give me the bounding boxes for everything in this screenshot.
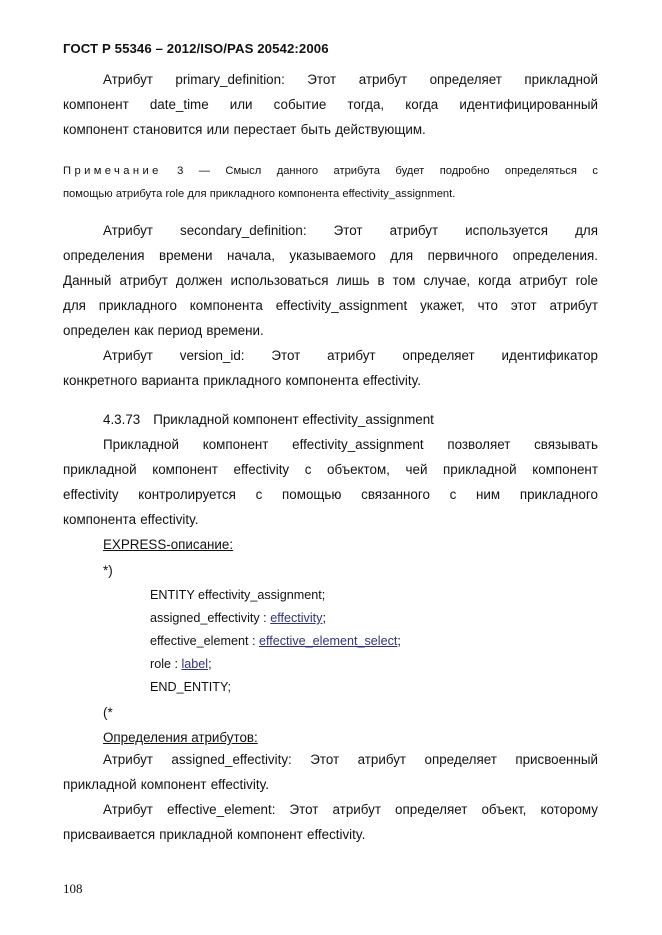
word: которому (540, 802, 598, 817)
express-close-marker: (* (103, 705, 113, 720)
text-line (63, 268, 598, 293)
paragraph-version-id (63, 343, 598, 393)
word: для (575, 223, 598, 238)
word: определения. (512, 248, 598, 263)
word: действующим. (335, 122, 426, 137)
word: effectivity. (307, 827, 366, 842)
word: как (133, 323, 154, 338)
word: укажет, (420, 298, 465, 313)
word: связанного (361, 487, 430, 502)
word: Атрибут (103, 348, 153, 363)
attribute-assigned-effectivity: assigned_effectivity : effectivity; (150, 611, 326, 625)
word: определяет (424, 752, 497, 767)
attribute-role: role : label; (150, 657, 212, 671)
word: атрибут (119, 273, 168, 288)
word: определяет (395, 802, 468, 817)
word: первичного (427, 248, 499, 263)
word: role (165, 188, 185, 200)
text-line (63, 482, 598, 507)
word: связывать (534, 437, 598, 452)
word: effective_element: (167, 802, 276, 817)
section-number: 4.3.73 (103, 412, 141, 427)
paragraph-primary-definition (63, 67, 598, 142)
word: с (304, 462, 312, 477)
express-open-marker: *) (103, 563, 113, 578)
word: 3 (177, 165, 184, 177)
express-heading: EXPRESS-описание: (103, 537, 234, 552)
text-line (63, 822, 598, 847)
word: effectivity_assignment (275, 298, 408, 313)
word: прикладной (63, 462, 137, 477)
word: для (390, 248, 414, 263)
text-line (63, 343, 598, 368)
word: определяет (402, 348, 475, 363)
word: Атрибут (103, 752, 153, 767)
label-link[interactable]: label (181, 657, 209, 671)
definitions-heading: Определения атрибутов: (103, 730, 258, 745)
word: version_id: (179, 348, 245, 363)
word: компонент (140, 777, 207, 792)
word: компонент (237, 827, 303, 842)
text-line (63, 797, 598, 822)
word: Прикладной (103, 437, 179, 452)
word: или (206, 122, 230, 137)
word: определен (63, 323, 130, 338)
word: атрибута (333, 165, 381, 177)
word: role (575, 273, 598, 288)
word: присвоенный (515, 752, 598, 767)
end-entity: END_ENTITY; (150, 680, 232, 694)
word: effectivity. (140, 512, 199, 527)
word: перестает (233, 122, 297, 137)
word: что (477, 298, 498, 313)
word: прикладного (209, 188, 275, 200)
section-title: Прикладной компонент effectivity_assignment (153, 412, 434, 427)
word: лишь (336, 273, 370, 288)
word: прикладной (159, 827, 233, 842)
page-number: 108 (63, 881, 83, 896)
text-line (63, 747, 598, 772)
word: с (449, 487, 457, 502)
text-line (63, 368, 598, 393)
word: том (392, 273, 416, 288)
word: подробно (439, 165, 490, 177)
effective-element-select-link[interactable]: effective_element_select (258, 634, 398, 648)
word: определяться (504, 165, 577, 177)
word: определения (63, 248, 145, 263)
text-line (63, 117, 598, 142)
word: — (198, 165, 210, 177)
word: указываемого (289, 248, 376, 263)
word: Этот (289, 802, 319, 817)
effectivity-link[interactable]: effectivity (270, 611, 323, 625)
word: Данный (63, 273, 112, 288)
word: компонента (63, 512, 137, 527)
word: компонент (532, 462, 598, 477)
word: Этот (271, 348, 301, 363)
text-line (63, 457, 598, 482)
word: атрибут (519, 273, 568, 288)
paragraph-assigned-effectivity (63, 747, 598, 797)
note-3 (63, 160, 598, 206)
word: прикладной (524, 72, 598, 87)
word: случае, (423, 273, 471, 288)
word: этот (510, 298, 537, 313)
word: для (187, 188, 207, 200)
word: прикладного (519, 487, 598, 502)
word: компонент (152, 462, 218, 477)
word: primary_definition: (175, 72, 285, 87)
word: прикладной (443, 462, 517, 477)
word: атрибут (332, 802, 381, 817)
word: событие (273, 97, 327, 112)
word: effectivity. (210, 777, 269, 792)
word: компонент (202, 437, 269, 452)
word: Атрибут (103, 802, 153, 817)
word: effectivity_assignment (292, 437, 424, 452)
word: когда (405, 97, 439, 112)
word: effectivity. (362, 373, 422, 388)
text-line (63, 218, 598, 243)
word: прикладной (63, 777, 137, 792)
word: атрибут (357, 752, 407, 767)
word: компонента (278, 188, 340, 200)
word: date_time (149, 97, 209, 112)
word: начала, (226, 248, 275, 263)
word: использоваться (230, 273, 329, 288)
word: Смысл (225, 165, 262, 177)
word: Этот (310, 752, 340, 767)
text-line (63, 243, 598, 268)
text-line (63, 67, 598, 92)
word: объектом, (327, 462, 390, 477)
word: объект, (481, 802, 527, 817)
word: в (377, 273, 385, 288)
word: с (255, 487, 263, 502)
word: или (229, 97, 253, 112)
text-line (63, 772, 598, 797)
word: времени. (206, 323, 264, 338)
word: assigned_effectivity: (171, 752, 292, 767)
word: effectivity_assignment. (342, 188, 456, 200)
word: период (157, 323, 203, 338)
paragraph-effective-element (63, 797, 598, 847)
text-line (63, 92, 598, 117)
word: становится (132, 122, 203, 137)
word: прикладного (98, 298, 177, 313)
text-line (63, 318, 598, 343)
word: контролируется (138, 487, 236, 502)
word: времени (158, 248, 213, 263)
word: компонента (189, 298, 263, 313)
paragraph-effectivity-assignment (63, 432, 598, 532)
word: будет (395, 165, 425, 177)
word: атрибут (389, 223, 439, 238)
word: помощью (63, 188, 113, 200)
word: должен (175, 273, 223, 288)
word: чей (405, 462, 428, 477)
word: атрибут (549, 298, 598, 313)
word: ним (476, 487, 501, 502)
word: данного (276, 165, 319, 177)
word: secondary_definition: (180, 223, 307, 238)
document-header: ГОСТ Р 55346 – 2012/ISO/PAS 20542:2006 (63, 41, 329, 56)
word: Этот (333, 223, 363, 238)
paragraph-secondary-definition (63, 218, 598, 343)
word: когда (478, 273, 512, 288)
word: атрибут (358, 72, 408, 87)
word: определяет (429, 72, 502, 87)
word: быть (300, 122, 332, 137)
text-line (63, 432, 598, 457)
word: компонент (63, 97, 129, 112)
word: идентифицированный (459, 97, 598, 112)
word: атрибута (115, 188, 163, 200)
word: Этот (307, 72, 337, 87)
word: прикладного (203, 373, 282, 388)
section-heading (103, 412, 434, 427)
word: атрибут (327, 348, 376, 363)
word: для (63, 298, 86, 313)
word: помощью (282, 487, 342, 502)
text-line (63, 183, 598, 206)
word: effectivity (63, 487, 119, 502)
word: присваивается (63, 827, 156, 842)
word: Атрибут (103, 223, 153, 238)
text-line (63, 507, 598, 532)
word: компонента (285, 373, 359, 388)
text-line (63, 160, 598, 183)
word: используется (465, 223, 549, 238)
word: идентификатор (501, 348, 598, 363)
word: Примечание (63, 165, 162, 177)
entity-declaration: ENTITY effectivity_assignment; (150, 588, 326, 602)
word: Атрибут (103, 72, 153, 87)
word: с (592, 165, 598, 177)
word: компонент (63, 122, 129, 137)
text-line (63, 293, 598, 318)
word: конкретного (63, 373, 138, 388)
attribute-effective-element: effective_element : effective_element_select; (150, 634, 401, 648)
word: варианта (141, 373, 199, 388)
word: effectivity (233, 462, 290, 477)
word: тогда, (347, 97, 385, 112)
word: позволяет (447, 437, 511, 452)
